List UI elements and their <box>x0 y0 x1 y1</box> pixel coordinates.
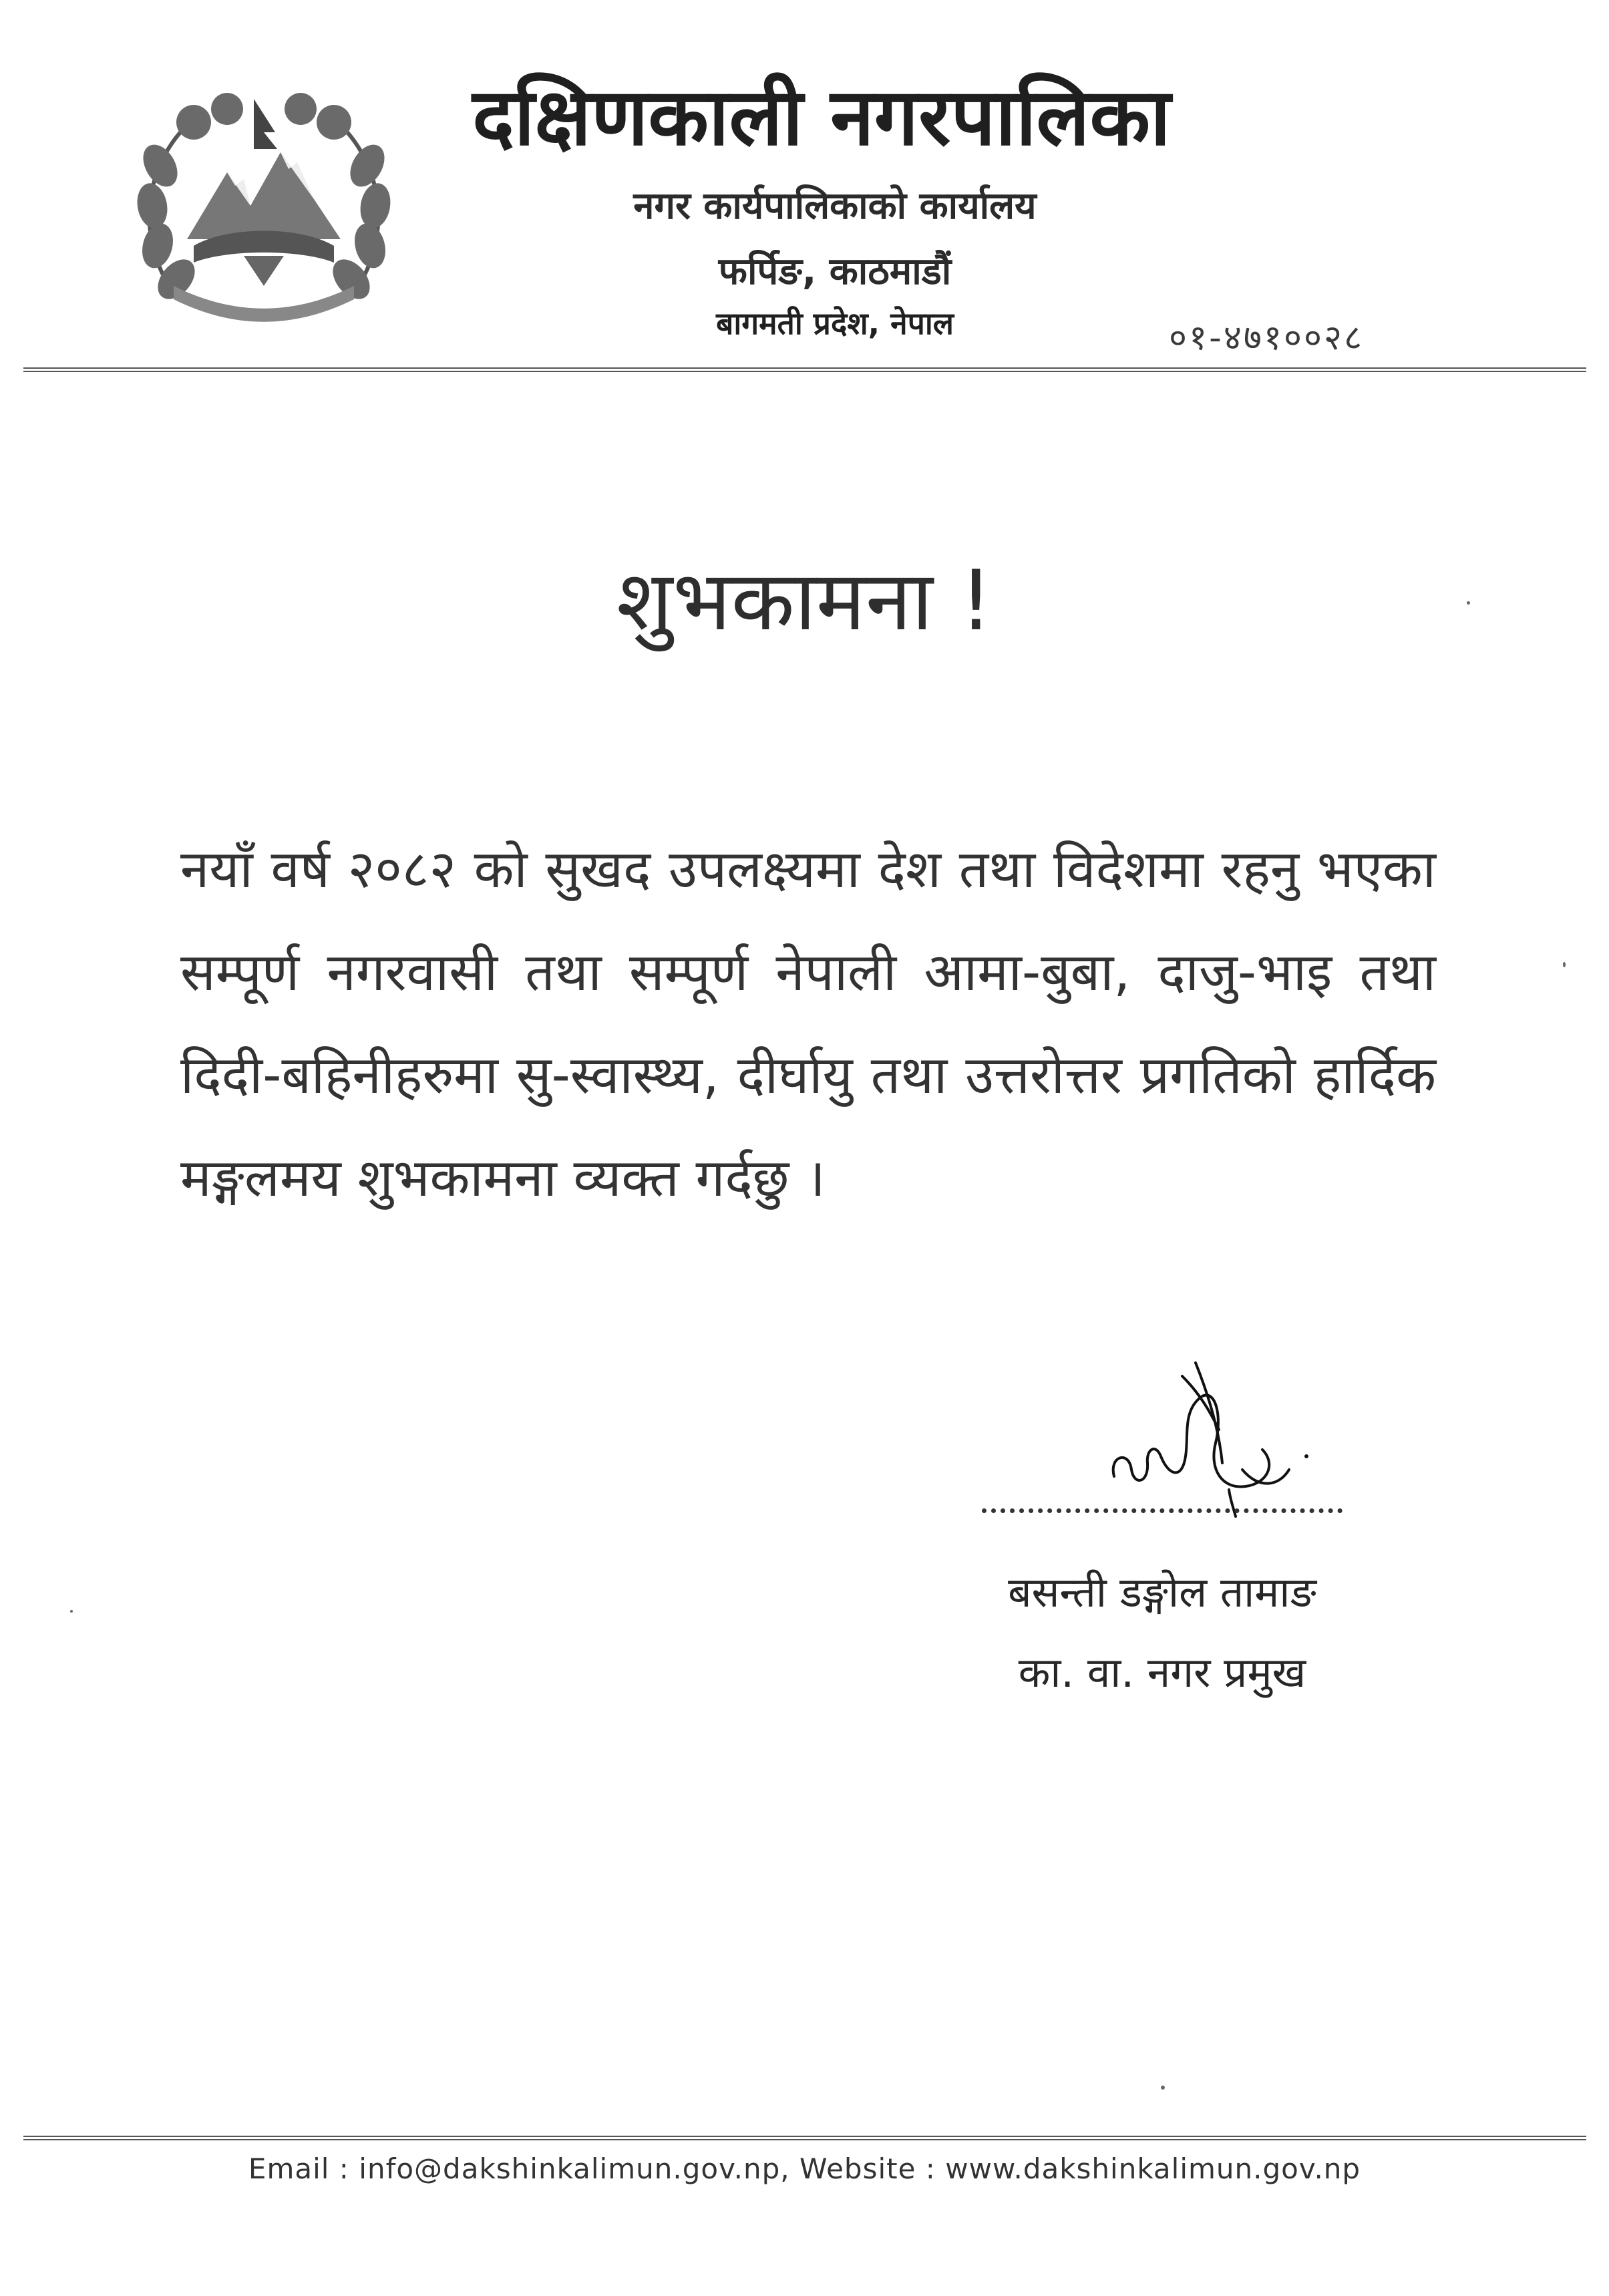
scan-speck <box>1563 962 1566 967</box>
org-name: दक्षिणकाली नगरपालिका <box>472 71 1171 163</box>
footer-contact: Email : info@dakshinkalimun.gov.np, Website : www.dakshinkalimun.gov.np <box>248 2152 1361 2185</box>
handwritten-signature <box>1109 1356 1336 1530</box>
scan-speck <box>1467 601 1470 605</box>
signer-name: बसन्ती डङ्गोल तामाङ <box>1008 1568 1316 1617</box>
signature-line <box>982 1508 1343 1513</box>
scan-speck <box>70 1610 73 1613</box>
footer-divider <box>23 2136 1586 2140</box>
scan-speck <box>1161 2086 1165 2090</box>
phone-number: ०१-४७१००२८ <box>1169 318 1365 358</box>
office-name: नगर कार्यपालिकाको कार्यालय <box>633 184 1037 228</box>
province-line: बागमती प्रदेश, नेपाल <box>716 305 954 341</box>
signer-title: का. वा. नगर प्रमुख <box>1018 1648 1306 1697</box>
page-title: शुभकामना ! <box>616 553 993 649</box>
greeting-message: नयाँ वर्ष २०८२ को सुखद उपलक्ष्यमा देश तथा विदेशमा रहनु भएका सम्पूर्ण नगरवासी तथा सम्पूर्ण नेपाली आमा-बुबा, दाजु-भाइ तथा दिदी-बहिनीहरुमा सु-स्वास्थ्य, दीर्घायु तथा उत्तरोत्तर प्रगतिको हार्दिक मङ्गलमय शुभकामना व्यक्त गर्दछु । <box>180 840 1436 1208</box>
office-address: फर्पिङ, काठमाडौं <box>718 250 952 293</box>
header-divider <box>23 367 1586 372</box>
nepal-coat-of-arms-icon <box>134 86 394 333</box>
